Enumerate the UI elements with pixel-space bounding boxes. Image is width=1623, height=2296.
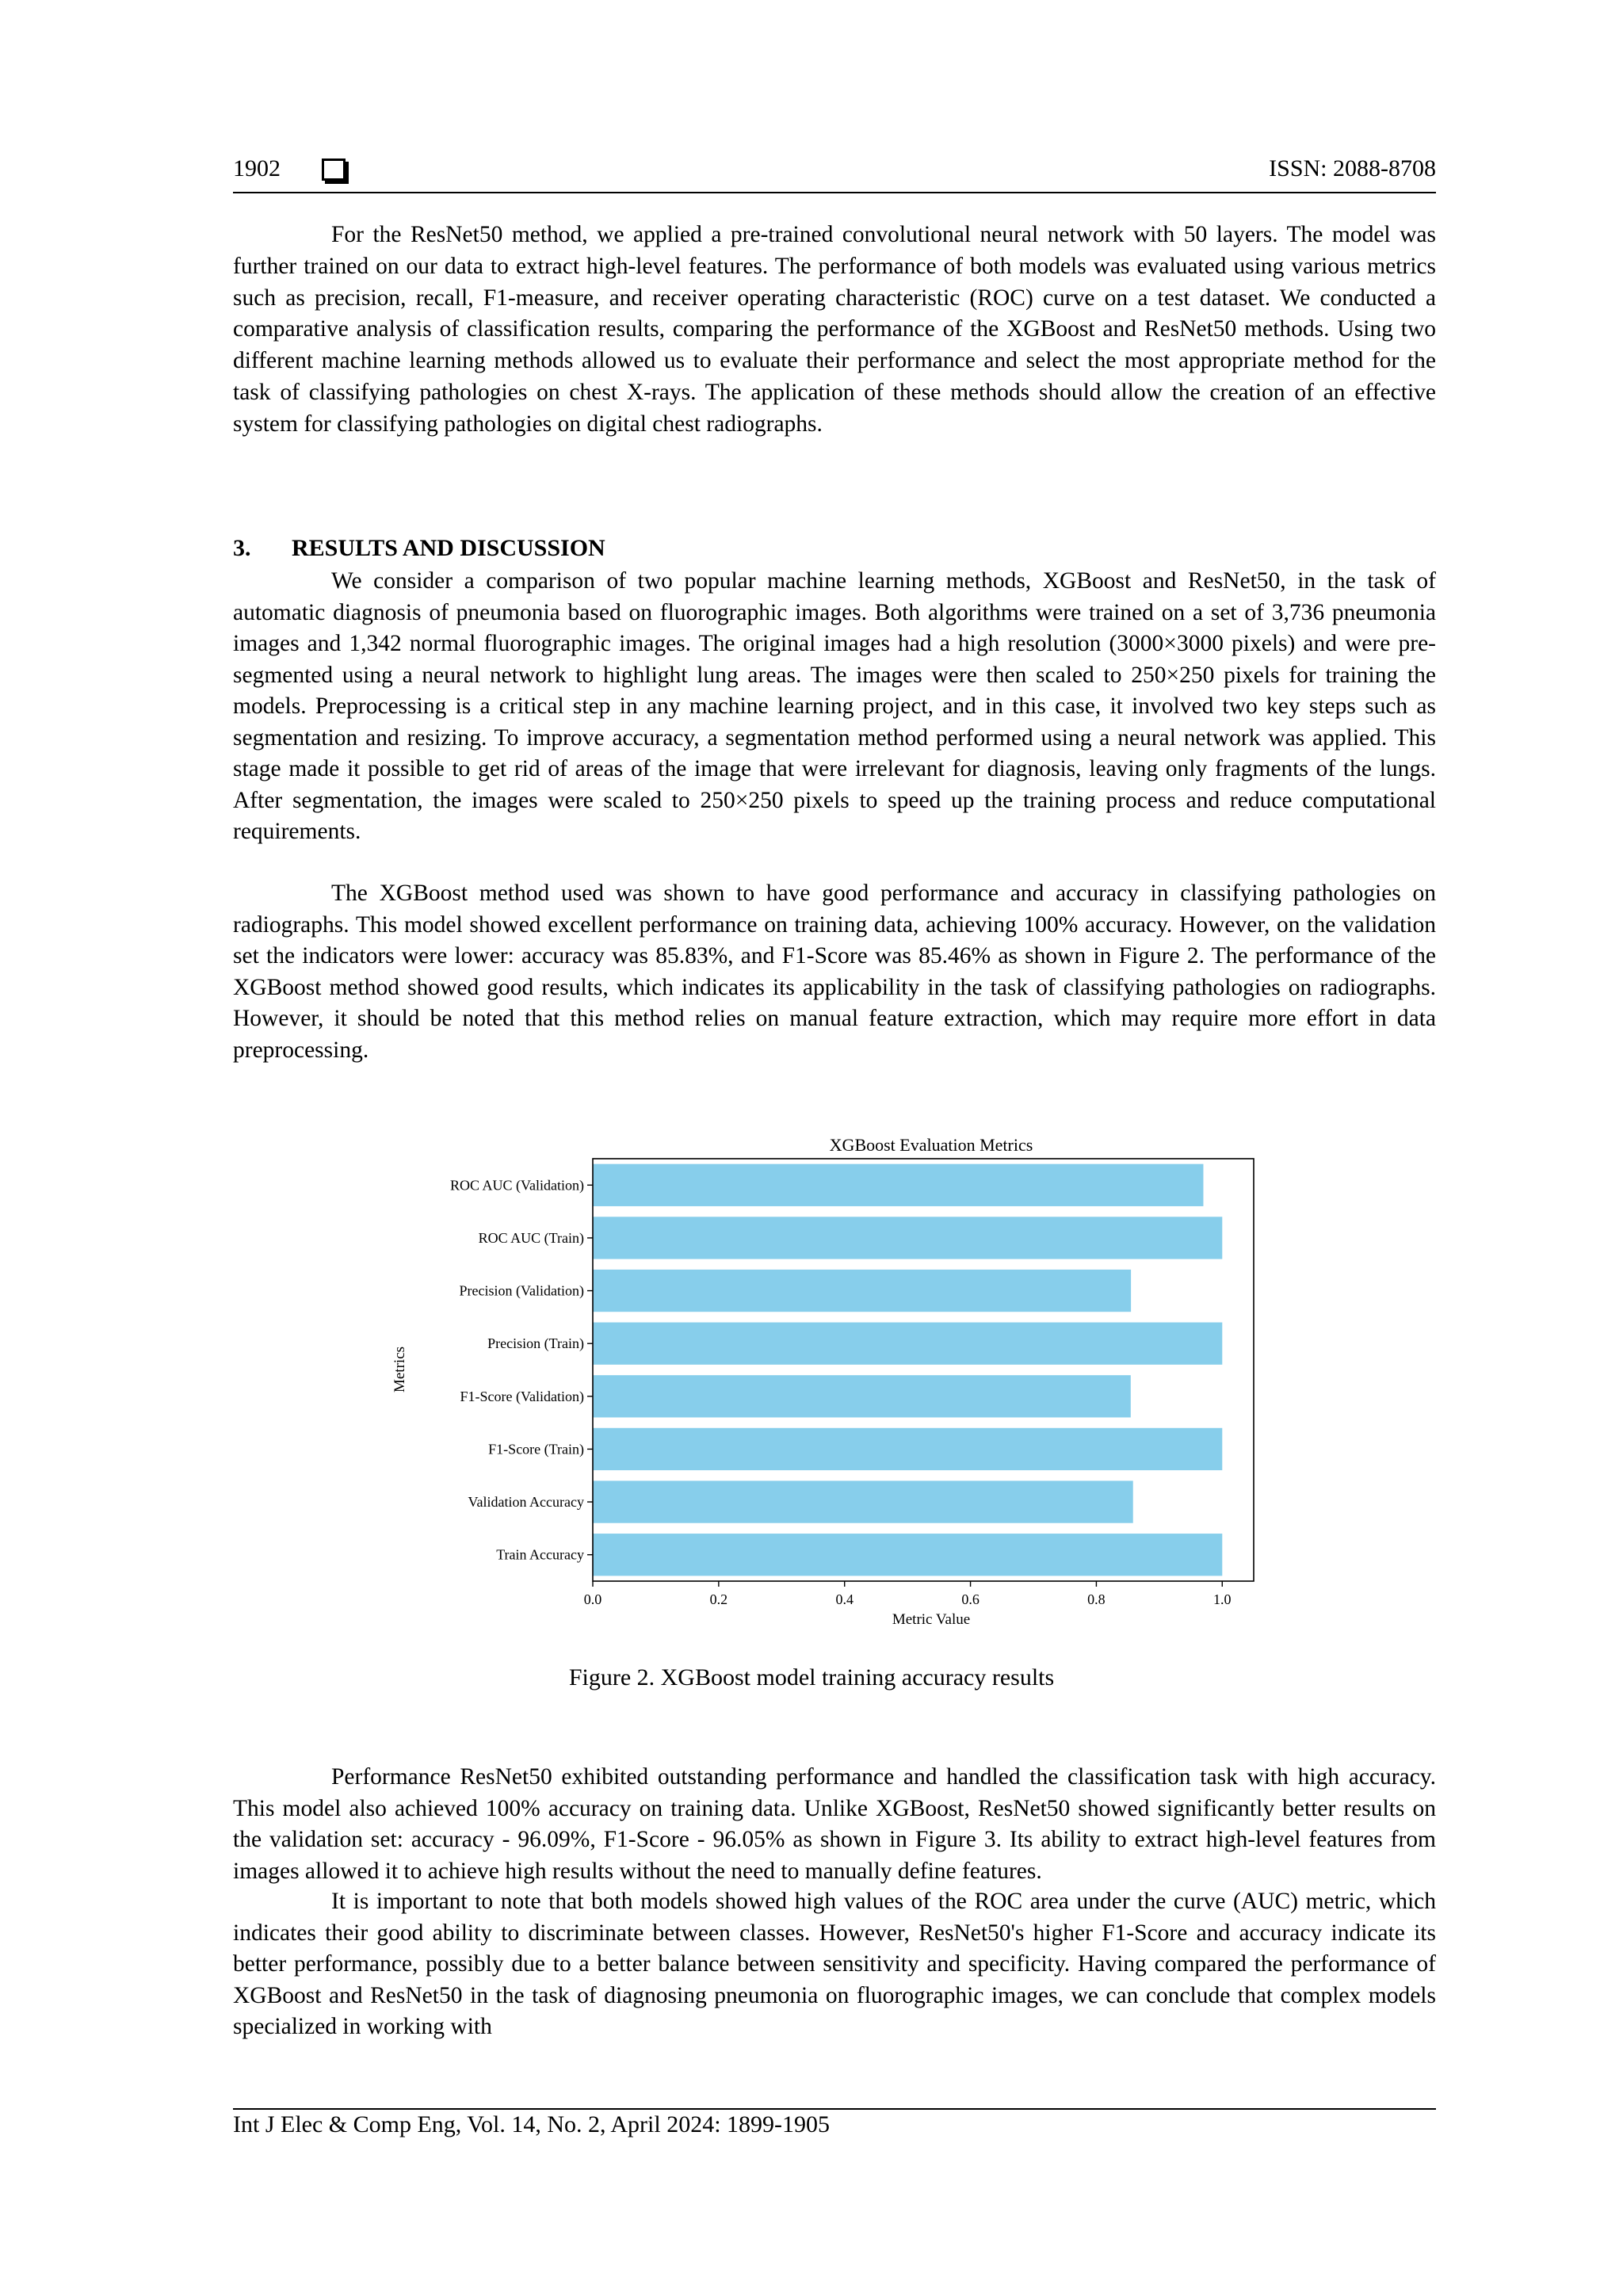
paragraph-3: The XGBoost method used was shown to have good performance and accuracy in classifying pathologies on radiographs. This model showed excellent performance on training data, achieving 100% accuracy. However, on the validation set the indicators were lower: accuracy was 85.83%, and F1-Score was 85.46% as shown in Figure 2. The performance of the XGBoost method showed good results, which indicates its applicability in the task of classifying pathologies on radiographs. However, it should be noted that this method relies on manual feature extraction, which may require more effort in data preprocessing. (233, 881, 1436, 1063)
footer-citation: Int J Elec & Comp Eng, Vol. 14, No. 2, April 2024: 1899-1905 (233, 2111, 831, 2137)
paragraph-1: For the ResNet50 method, we applied a pre-trained convolutional neural network with 50 layers. The model was further trained on our data to extract high-level features. The performance of both models was evaluated using various metrics such as precision, recall, F1-measure, and receiver operating characteristic (ROC) curve on a test dataset. We conducted a comparative analysis of classification results, comparing the performance of the XGBoost and ResNet50 methods. Using two different machine learning methods allowed us to evaluate their performance and select the most appropriate method for the task of classifying pathologies on chest X-rays. The application of these methods should allow the creation of an effective system for classifying pathologies on digital chest radiographs. (233, 222, 1436, 437)
section-heading (233, 535, 605, 562)
header-rule (233, 192, 1436, 193)
bar-f1-score-train (593, 1428, 1222, 1470)
x-tick-label: 0.6 (961, 1591, 980, 1607)
chart-title: XGBoost Evaluation Metrics (829, 1135, 1033, 1155)
y-tick-label: F1-Score (Train) (488, 1441, 584, 1457)
x-tick-label: 1.0 (1213, 1591, 1232, 1607)
paragraph-4: Performance ResNet50 exhibited outstanding performance and handled the classification task with high accuracy. This model also achieved 100% accuracy on training data. Unlike XGBoost, ResNet50 showed significantly better results on the validation set: accuracy - 96.09%, F1-Score - 96.05% as shown in Figure 3. Its ability to extract high-level features from images allowed it to achieve high results without the need to manually define features. (233, 1764, 1436, 1884)
x-tick-label: 0.0 (583, 1591, 602, 1607)
bar-roc-auc-validation (593, 1164, 1203, 1206)
bar-f1-score-validation (593, 1375, 1131, 1417)
bar-precision-train (593, 1323, 1222, 1365)
bar-roc-auc-train (593, 1217, 1222, 1259)
x-tick-label: 0.8 (1087, 1591, 1106, 1607)
figure-caption: Figure 2. XGBoost model training accuracy results (568, 1664, 1055, 1690)
y-axis-label: Metrics (391, 1346, 408, 1393)
y-tick-label: ROC AUC (Validation) (450, 1177, 584, 1194)
paragraph-2: We consider a comparison of two popular machine learning methods, XGBoost and ResNet50, in the task of automatic diagnosis of pneumonia based on fluorographic images. Both algorithms were trained on a set of 3,736 pneumonia images and 1,342 normal fluorographic images. The original images had a high resolution (3000×3000 pixels) and were pre-segmented using a neural network to highlight lung areas. The images were then scaled to 250×250 pixels for training the models. Preprocessing is a critical step in any machine learning project, and in this case, it involved two key steps such as segmentation and resizing. To improve accuracy, a segmentation method performed using a neural network was applied. This stage made it possible to get rid of areas of the image that were irrelevant for diagnosis, leaving only fragments of the lungs. After segmentation, the images were scaled to 250×250 pixels to speed up the training process and reduce computational requirements. (233, 568, 1436, 844)
figure-2 (372, 1132, 1276, 1639)
section-number: 3. (233, 535, 251, 561)
page-number: 1902 (233, 155, 281, 181)
bar-train-accuracy (593, 1534, 1222, 1576)
bar-precision-validation (593, 1270, 1131, 1312)
xgboost-bar-chart (372, 1132, 1276, 1639)
bar-validation-accuracy (593, 1480, 1133, 1522)
y-tick-label: Train Accuracy (496, 1546, 584, 1563)
x-axis-label: Metric Value (892, 1611, 971, 1628)
footer-rule (233, 2108, 1436, 2110)
y-tick-label: F1-Score (Validation) (460, 1388, 584, 1404)
y-tick-label: ROC AUC (Train) (478, 1229, 584, 1246)
square-bullet-icon (322, 159, 346, 181)
issn: ISSN: 2088-8708 (1269, 155, 1436, 181)
x-tick-label: 0.2 (709, 1591, 728, 1607)
paragraph-5: It is important to note that both models showed high values of the ROC area under the curve (AUC) metric, which indicates their good ability to discriminate between classes. However, ResNet50's higher F1-Score and accuracy indicate its better performance, possibly due to a better balance between sensitivity and specificity. Having compared the performance of XGBoost and ResNet50 in the task of diagnosing pneumonia on fluorographic images, we can conclude that complex models specialized in working with (233, 1889, 1436, 2039)
page-header (233, 155, 1436, 195)
y-tick-label: Validation Accuracy (468, 1494, 584, 1511)
y-tick-label: Precision (Validation) (459, 1282, 584, 1299)
x-tick-label: 0.4 (835, 1591, 854, 1607)
section-title: RESULTS AND DISCUSSION (292, 535, 605, 561)
y-tick-label: Precision (Train) (487, 1335, 584, 1352)
